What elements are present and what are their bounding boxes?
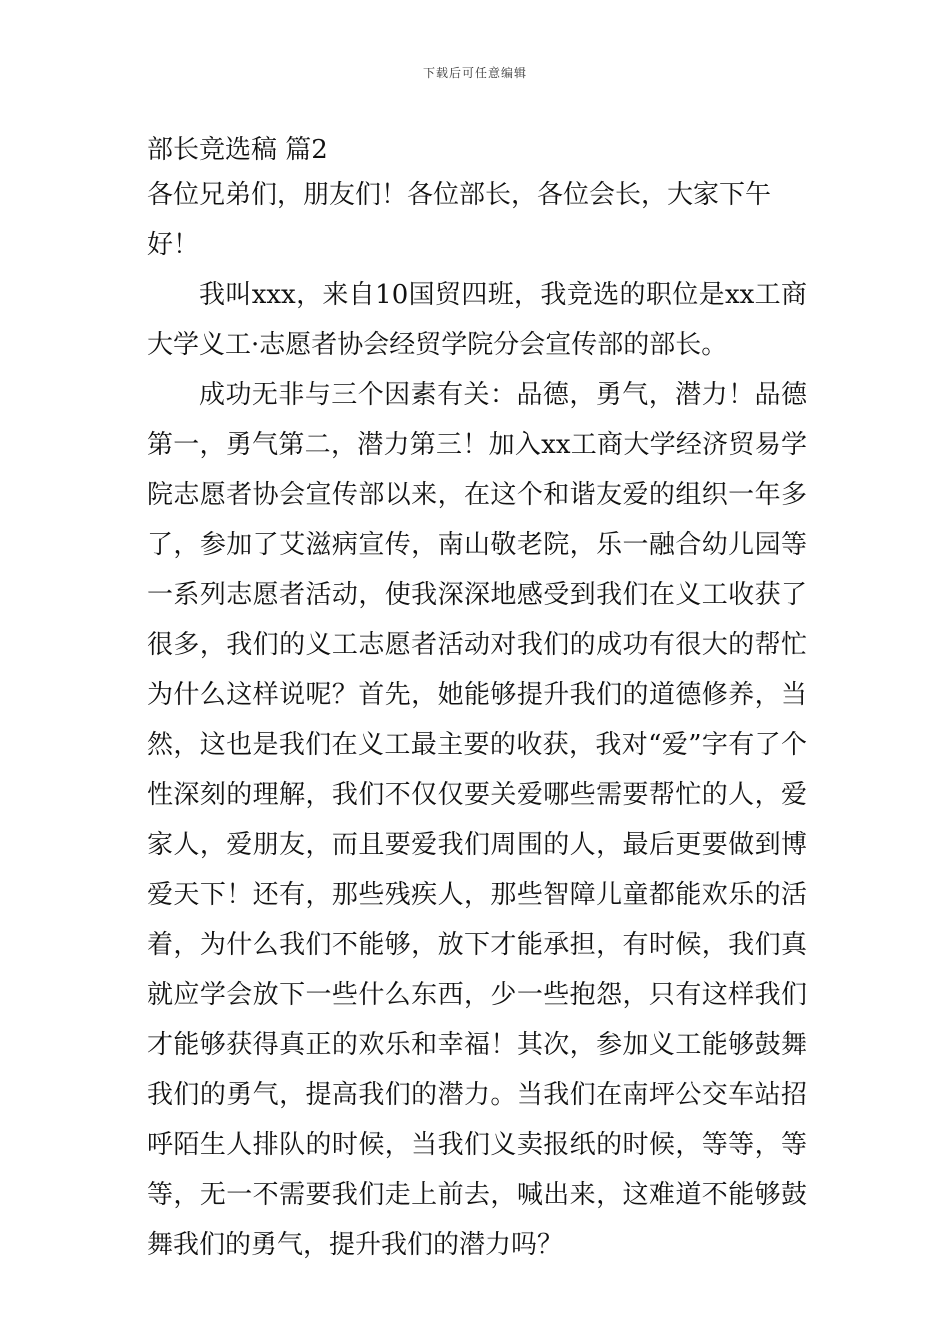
- header-note: 下载后可任意编辑: [422, 66, 527, 80]
- greeting-line: 各位兄弟们，朋友们！各位部长，各位会长，大家下午好！: [147, 180, 772, 260]
- document-title: 部长竞选稿 篇2: [147, 135, 328, 165]
- document-body: [147, 130, 807, 1270]
- paragraph-main: 成功无非与三个因素有关：品德，勇气，潜力！品德第一，勇气第二，潜力第三！加入xx工商大学经济贸易学院志愿者协会宣传部以来，在这个和谐友爱的组织一年多了，参加了艾滋病宣传，南山敬老院，乐一融合幼儿园等一系列志愿者活动，使我深深地感受到我们在义工收获了很多，我们的义工志愿者活动对我们的成功有很大的帮忙为什么这样说呢？首先，她能够提升我们的道德修养，当然，这也是我们在义工最主要的收获，我对“爱”字有了个性深刻的理解，我们不仅仅要关爱哪些需要帮忙的人，爱家人，爱朋友，而且要爱我们周围的人，最后更要做到博爱天下！还有，那些残疾人，那些智障儿童都能欢乐的活着，为什么我们不能够，放下才能承担，有时候，我们真就应学会放下一些什么东西，少一些抱怨，只有这样我们才能够获得真正的欢乐和幸福！其次，参加义工能够鼓舞我们的勇气，提高我们的潜力。当我们在南坪公交车站招呼陌生人排队的时候，当我们义卖报纸的时候，等等，等等，无一不需要我们走上前去，喊出来，这难道不能够鼓舞我们的勇气，提升我们的潜力吗？: [147, 380, 807, 1260]
- paragraph-intro: 我叫xxx，来自10国贸四班，我竞选的职位是xx工商大学义工·志愿者协会经贸学院分会宣传部的部长。: [147, 280, 807, 360]
